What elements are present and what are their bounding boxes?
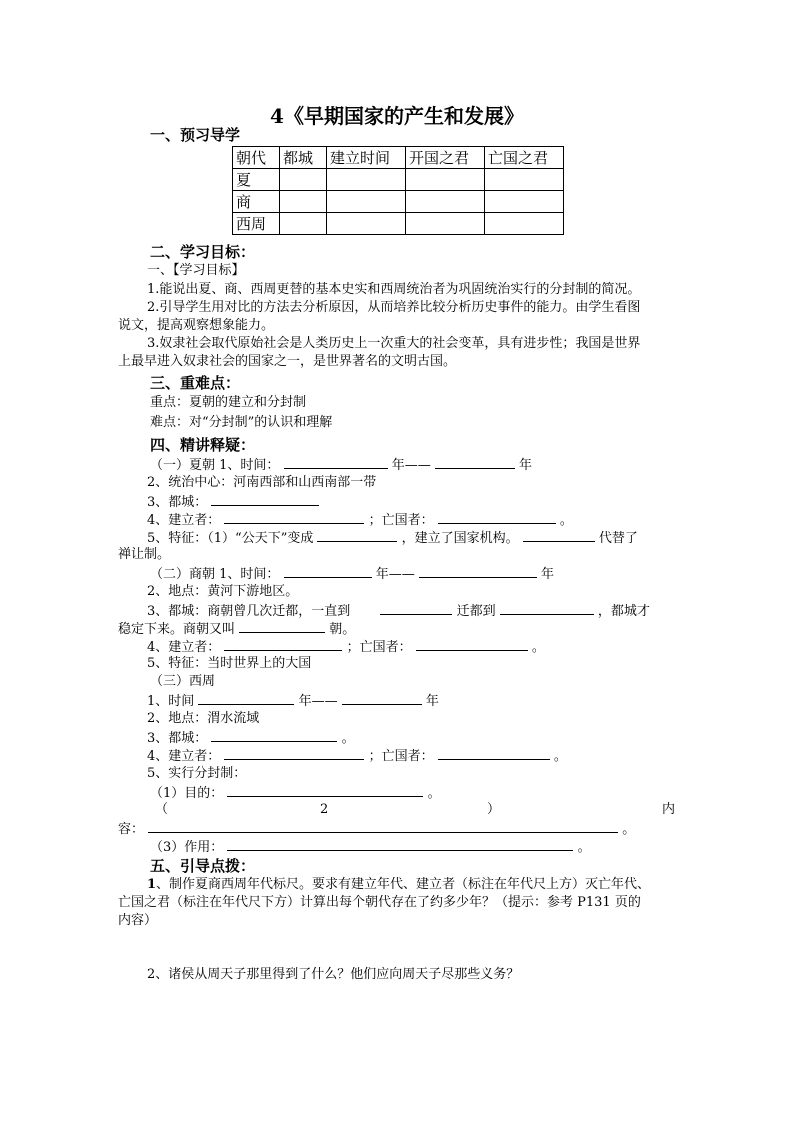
table-row [233,169,564,191]
xia-last-label: ；亡国者： [368,513,434,528]
zhou-last-label: ；亡国者： [368,749,434,764]
fengjian-content-end: 。 [622,822,636,837]
table-cell-blank[interactable] [280,213,327,235]
shang-start-blank[interactable] [284,564,372,578]
table-cell-blank[interactable] [327,213,406,235]
shang-time-row [150,564,554,584]
zhou-capital-blank[interactable] [211,728,337,742]
table-cell-blank[interactable] [485,191,564,213]
fengjian-content-close: ） [487,802,501,817]
fengjian-content-blank[interactable] [148,819,618,833]
key-point: 重点：夏朝的建立和分封制 [150,395,307,410]
table-header-row [233,147,564,169]
xia-capital-blank[interactable] [211,492,319,506]
shang-time-end: 年 [540,567,554,582]
table-cell-blank[interactable] [406,169,485,191]
section-heading-keypoints: 三、重难点： [150,374,241,392]
table-cell-blank[interactable] [280,191,327,213]
section-heading-explanation: 四、精讲释疑： [150,436,256,454]
fengjian-content-row [118,819,635,839]
xia-capital-label: 3、都城： [147,495,208,510]
question-1-line2: 亡国之君（标注在年代尺下方）计算出每个朝代存在了约多少年？（提示：参考 P131 页的 [118,895,641,910]
fengjian-content-open: （ [155,802,169,817]
shang-ruler-blank[interactable] [380,601,452,615]
xia-time-row [150,455,532,475]
shang-name-label: 稳定下来。商朝又叫 [118,622,236,637]
shang-feature: 5、特征：当时世界上的大国 [147,656,312,671]
fengjian-content-right: 内 [662,802,676,817]
objective-1: 1.能说出夏、商、西周更替的基本史实和西周统治者为巩固统治实行的分封制的简况。 [147,282,641,297]
zhou-fengjian: 5、实行分封制： [147,766,247,781]
shang-capital-mid: 迁都到 [456,604,496,619]
shang-founder-row [147,637,545,657]
dynasty-table [232,146,564,235]
xia-feature-cont: 禅让制。 [118,547,171,562]
fengjian-effect-row [150,837,591,857]
table-cell-blank[interactable] [280,169,327,191]
zhou-heading: （三）西周 [150,674,216,689]
xia-feature-mid: ，建立了国家机构。 [401,531,519,546]
objective-3-line2: 上最早进入奴隶社会的国家之一，是世界著名的文明古国。 [118,354,457,369]
xia-end-punct: 。 [559,513,573,528]
shang-name-row [118,619,355,639]
table-cell-blank[interactable] [485,169,564,191]
objective-2-line1: 2.引导学生用对比的方法去分析原因，从而培养比较分析历史事件的能力。由学生看图 [147,300,641,315]
xia-time-mid: 年—— [391,458,431,473]
fengjian-effect-blank[interactable] [227,837,573,851]
shang-founder-label: 4、建立者： [147,640,221,655]
xia-time-label: （一）夏朝 1、时间： [150,458,280,473]
xia-start-blank[interactable] [284,455,388,469]
zhou-location: 2、地点：渭水流域 [147,711,260,726]
table-cell-blank[interactable] [406,191,485,213]
section-heading-objectives: 二、学习目标： [150,243,256,261]
table-cell-blank[interactable] [327,191,406,213]
zhou-start-blank[interactable] [198,691,294,705]
table-row [233,213,564,235]
shang-capital-end: ，都城才 [597,604,650,619]
table-header-cell: 都城 [280,147,327,169]
zhou-last-blank[interactable] [438,746,550,760]
xia-last-blank[interactable] [438,510,556,524]
zhou-time-row [147,691,439,711]
question-1-line3: 内容） [118,913,158,928]
objective-2-line2: 说文，提高观察想象能力。 [118,318,275,333]
fengjian-purpose-label: （1）目的： [150,786,224,801]
shang-name-blank[interactable] [239,619,325,633]
objective-3-line1: 3.奴隶社会取代原始社会是人类历史上一次重大的社会变革，具有进步性；我国是世界 [147,336,641,351]
shang-founder-blank[interactable] [224,637,342,651]
zhou-time-label: 1、时间 [147,694,195,709]
xia-feature-label: 5、特征：（1）“公天下”变成 [147,531,314,546]
shang-time-label: （二）商朝 1、时间： [150,567,280,582]
fengjian-effect-end: 。 [577,840,591,855]
table-cell-blank[interactable] [485,213,564,235]
shang-name-end: 朝。 [329,622,356,637]
xia-founder-blank[interactable] [224,510,364,524]
xia-feature-row [147,528,638,548]
xia-feature-blank2[interactable] [523,528,595,542]
zhou-capital-end: 。 [341,731,355,746]
xia-feature-end: 代替了 [598,531,638,546]
zhou-end-blank[interactable] [342,691,422,705]
shang-end-punct: 。 [531,640,545,655]
question-1-number: 1 [147,877,157,892]
shang-location: 2、地点：黄河下游地区。 [147,584,299,599]
objectives-subheading: 一、【学习目标】 [147,263,245,278]
xia-capital-row [147,492,319,512]
table-cell-blank[interactable] [406,213,485,235]
question-2: 2、诸侯从周天子那里得到了什么？他们应向周天子尽那些义务？ [147,967,520,982]
question-1-line1 [147,876,650,894]
shang-capital-label: 3、都城：商朝曾几次迁都，一直到 [147,604,351,619]
table-row-label: 夏 [233,169,280,191]
zhou-founder-blank[interactable] [224,746,364,760]
xia-end-blank[interactable] [435,455,515,469]
zhou-capital-row [147,728,355,748]
shang-capital-row [147,601,650,621]
xia-time-end: 年 [518,458,532,473]
shang-capital-blank[interactable] [500,601,594,615]
xia-center: 2、统治中心：河南西部和山西南部一带 [147,475,377,490]
shang-end-blank[interactable] [419,564,537,578]
shang-time-mid: 年—— [375,567,415,582]
question-1-text: 、制作夏商西周年代标尺。要求有建立年代、建立者（标注在年代尺上方）灭亡年代、 [156,877,651,892]
difficult-point: 难点：对“分封制”的认识和理解 [150,415,333,430]
fengjian-effect-label: （3）作用： [150,840,224,855]
fengjian-purpose-end: 。 [427,786,441,801]
table-row [233,191,564,213]
fengjian-purpose-row [150,783,441,803]
table-row-label: 商 [233,191,280,213]
xia-feature-blank1[interactable] [317,528,397,542]
shang-last-blank[interactable] [416,637,528,651]
fengjian-content-num: 2 [320,802,329,817]
table-header-cell: 建立时间 [327,147,406,169]
table-header-cell: 亡国之君 [485,147,564,169]
zhou-time-end: 年 [425,694,439,709]
shang-last-label: ；亡国者： [346,640,412,655]
fengjian-content-label: 容： [118,822,145,837]
section-heading-preview: 一、预习导学 [150,126,241,144]
fengjian-purpose-blank[interactable] [227,783,423,797]
xia-founder-row [147,510,573,530]
section-heading-guidance: 五、引导点拨： [150,857,256,875]
table-row-label: 西周 [233,213,280,235]
zhou-founder-label: 4、建立者： [147,749,221,764]
xia-founder-label: 4、建立者： [147,513,221,528]
page-title: 4《早期国家的产生和发展》 [270,104,524,128]
zhou-founder-row [147,746,567,766]
zhou-end-punct: 。 [553,749,567,764]
zhou-time-mid: 年—— [298,694,338,709]
table-header-cell: 开国之君 [406,147,485,169]
table-cell-blank[interactable] [327,169,406,191]
zhou-capital-label: 3、都城： [147,731,208,746]
table-header-cell: 朝代 [233,147,280,169]
